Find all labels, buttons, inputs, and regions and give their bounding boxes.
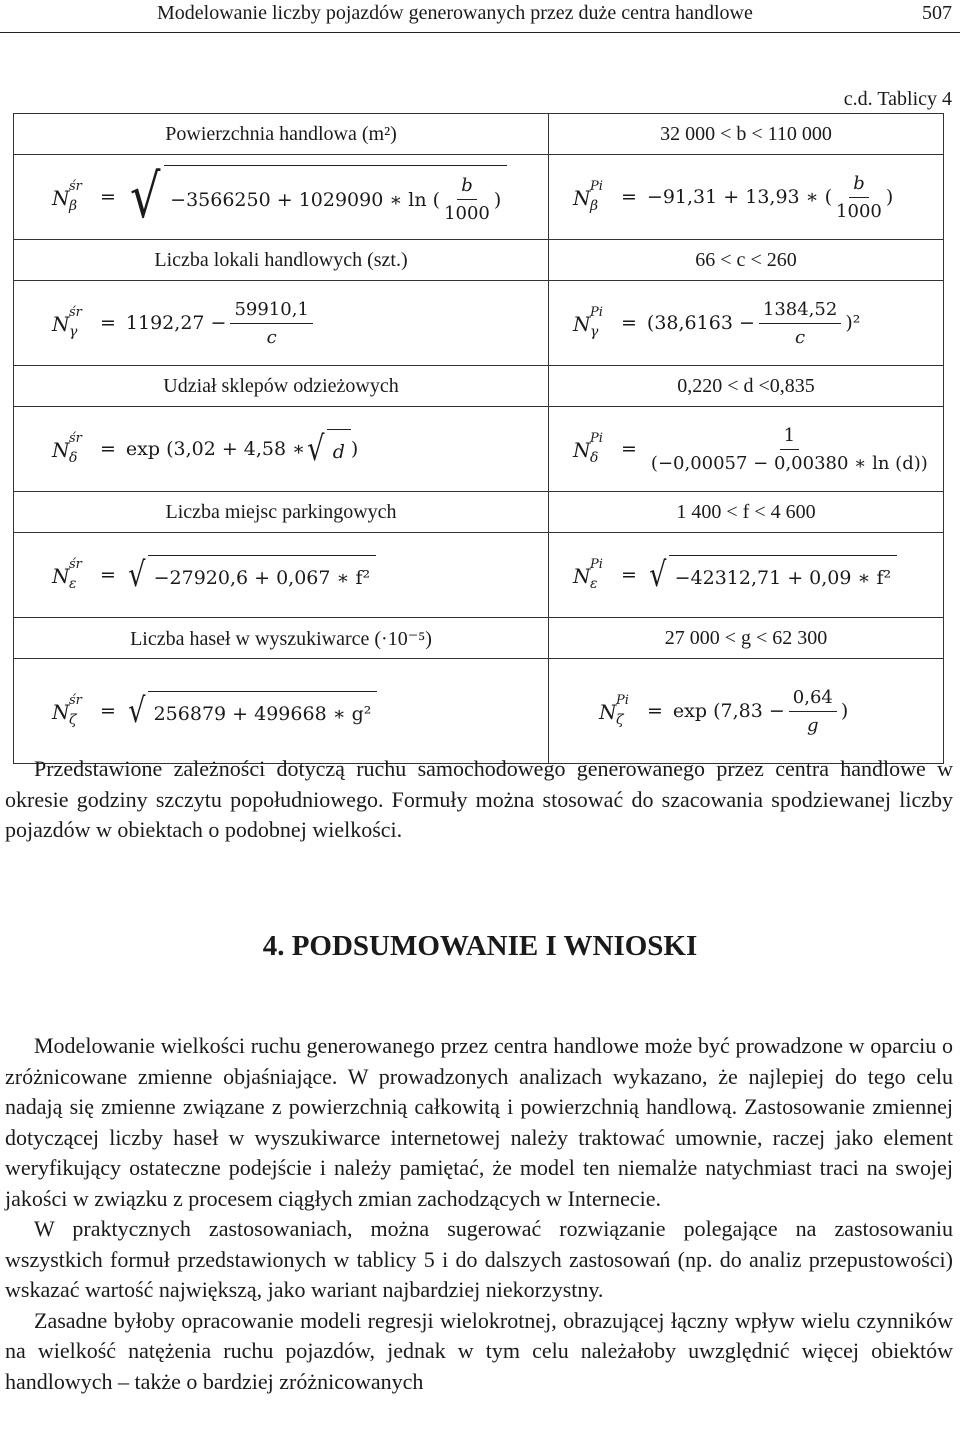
symbol: N Pi ζ [599,693,629,728]
formula-sr-epsilon: N śr ε = √ −27920,6 + 0,067 ∗ f² [14,533,549,618]
symbol: N Pi γ [573,305,603,340]
formula-sr-zeta: N śr ζ = √ 256879 + 499668 ∗ g² [14,659,549,764]
variable-label: Liczba haseł w wyszukiwarce (·10⁻⁵) [14,618,549,659]
table-row [14,659,944,764]
conclusions-text [5,1031,953,1397]
table-row [14,155,944,240]
variable-range: 1 400 < f < 4 600 [549,492,944,533]
running-title: Modelowanie liczby pojazdów generowanych przez duże centra handlowe [157,2,753,24]
formula-pi-delta: N Pi δ = $\frac{1}{(-0,00057 - 0,00380 ∗ \ln (d))}$ [549,407,944,492]
formula-pi-zeta: N Pi ζ = exp (7,83 − $\frac{0,64}{g}$ ) [549,659,944,764]
table-row [14,281,944,366]
paragraph: Zasadne byłoby opracowanie modeli regresji wielokrotnej, obrazującej łączny wpływ wielu czynników na wielkość natężenia ruchu pojazdów, jednak w tym celu należałoby uwzględnić więcej obiektów handlowych – także o bardziej zróżnicowanych [5,1307,953,1394]
formula-sr-beta: N śr β = √ −3566250 + 1029090 ∗ ln ( $\frac{b}{1000}$ ) [14,155,549,240]
table-row [14,240,944,281]
radical: √ d [305,429,351,469]
table-row [14,533,944,618]
page-number: 507 [922,2,952,24]
table-row [14,114,944,155]
formula-pi-epsilon: N Pi ε = √ −42312,71 + 0,09 ∗ f² [549,533,944,618]
variable-label: Powierzchnia handlowa (m²) [14,114,549,155]
formula-sr-gamma: N śr γ = 1192,27 − $\frac{59910,1}{c}$ [14,281,549,366]
symbol: N Pi δ [573,431,603,466]
formula-sr-delta: N śr δ = exp (3,02 + 4,58 ∗ √ d ) [14,407,549,492]
paragraph: Modelowanie wielkości ruchu generowanego przez centra handlowe może być prowadzone w oparciu o zróżnicowane zmienne objaśniające. W prowadzonych analizach wykazano, że najlepiej do tego celu nadają się zmienne związane z powierzchnią całkowitą i powierzchnią handlową. Zastosowanie zmiennej dotyczącej liczby haseł w wyszukiwarce internetowej należy traktować umownie, raczej jako element weryfikujący ostateczne podejście i należy pamiętać, że model ten niemalże natychmiast traci na swojej jakości w związku z procesem ciągłych zmian zachodzących w Internecie. [5,1033,953,1211]
formula-pi-beta: N Pi β = −91,31 + 13,93 ∗ ( $\frac{b}{1000}$ ) [549,155,944,240]
variable-range: 32 000 < b < 110 000 [549,114,944,155]
variable-label: Udział sklepów odzieżowych [14,366,549,407]
paragraph: W praktycznych zastosowaniach, można sugerować rozwiązanie polegające na zastosowaniu wszystkich formuł przedstawionych w tablicy 5 i do dalszych zastosowań (np. do analiz przepustowości) wskazać wartość największą, jako wariant najbardziej niekorzystny. [5,1216,953,1302]
table-row [14,492,944,533]
radical: √ −42312,71 + 0,09 ∗ f² [647,555,897,595]
symbol: N Pi β [573,179,603,214]
page-header [0,0,960,33]
symbol: N śr δ [52,431,82,466]
table-row [14,407,944,492]
symbol: N Pi ε [573,557,603,592]
table-commentary [5,754,953,846]
formula-pi-gamma: N Pi γ = (38,6163 − $\frac{1384,52}{c}$ )² [549,281,944,366]
radical: √ −3566250 + 1029090 ∗ ln ( $\frac{b}{1000}$ ) [126,165,507,229]
symbol: N śr γ [52,305,82,340]
symbol: N śr ε [52,557,82,592]
section-heading: 4. PODSUMOWANIE I WNIOSKI [262,930,698,962]
variable-label: Liczba miejsc parkingowych [14,492,549,533]
radical: √ −27920,6 + 0,067 ∗ f² [126,555,376,595]
radical: √ 256879 + 499668 ∗ g² [126,691,378,731]
table-row [14,366,944,407]
paragraph: Przedstawione zależności dotyczą ruchu samochodowego generowanego przez centra handlowe w okresie godziny szczytu popołudniowego. Formuły można stosować do szacowania spodziewanej liczby pojazdów w obiektach o podobnej wielkości. [5,756,953,842]
variable-label: Liczba lokali handlowych (szt.) [14,240,549,281]
variable-range: 66 < c < 260 [549,240,944,281]
variable-range: 27 000 < g < 62 300 [549,618,944,659]
symbol: N śr ζ [52,693,82,728]
table-row [14,618,944,659]
symbol: N śr β [52,179,82,214]
formula-table [13,113,944,764]
table-continuation-label: c.d. Tablicy 4 [843,88,952,110]
variable-range: 0,220 < d <0,835 [549,366,944,407]
